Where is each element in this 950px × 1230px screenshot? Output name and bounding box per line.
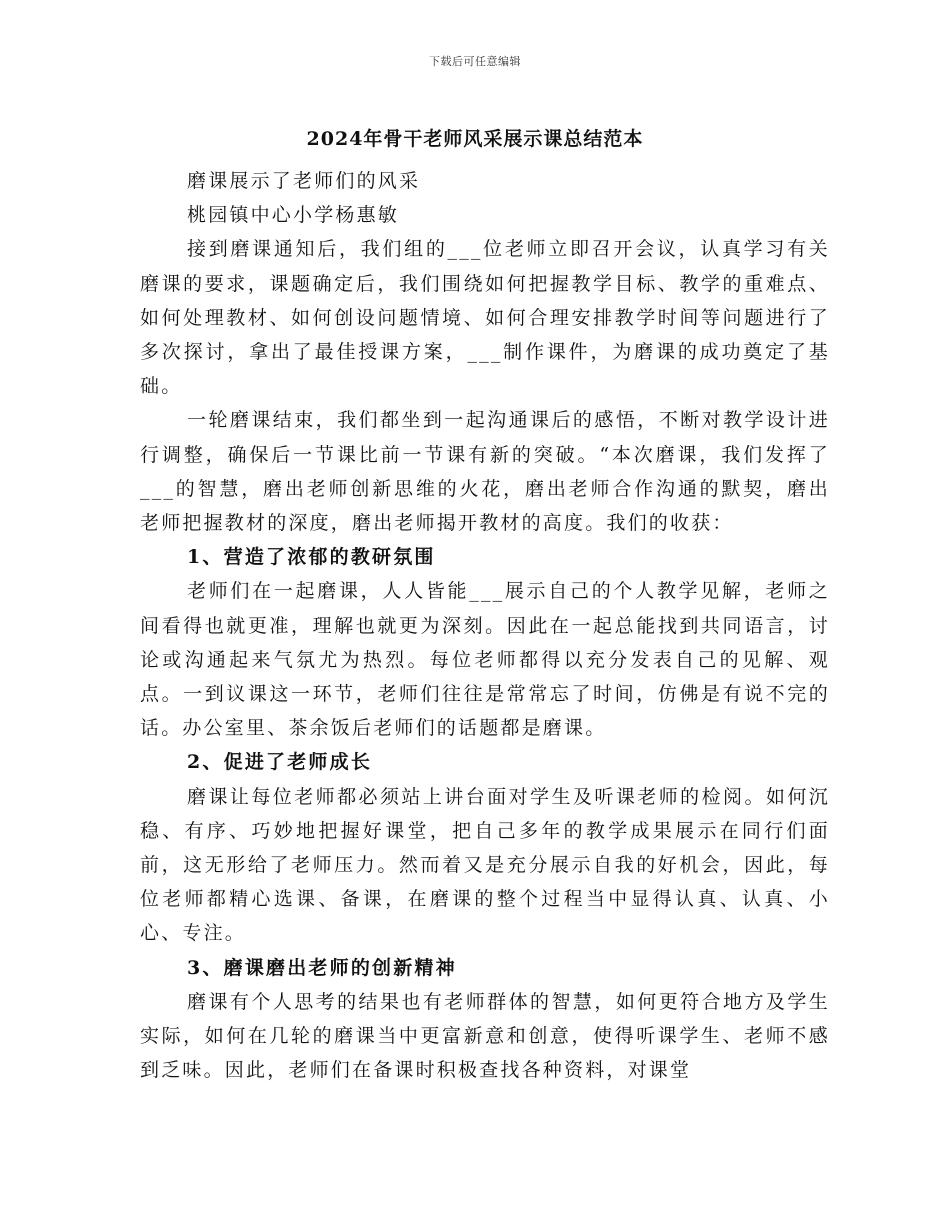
document-title: 2024年骨干老师风采展示课总结范本: [306, 128, 644, 150]
paragraph-1: 接到磨课通知后，我们组的___位老师立即召开会议，认真学习有关磨课的要求，课题确定后，我们围绕如何把握教学目标、教学的重难点、如何处理教材、如何创设问题情境、如何合理安排教学时间等问题进行了多次探讨，拿出了最佳授课方案，___制作课件，为磨课的成功奠定了基础。: [140, 238, 830, 398]
section-heading-1: 1、营造了浓郁的教研氛围: [187, 546, 436, 569]
author-line: 桃园镇中心小学杨惠敏: [187, 204, 400, 227]
document-body: [140, 164, 830, 1087]
section-heading-3: 3、磨课磨出老师的创新精神: [187, 956, 457, 979]
subtitle-line: 磨课展示了老师们的风采: [187, 170, 421, 192]
header-note: 下载后可任意编辑: [429, 55, 521, 68]
paragraph-3: 老师们在一起磨课，人人皆能___展示自己的个人教学见解，老师之间看得也就更准，理解也就更为深刻。因此在一起总能找到共同语言，讨论或沟通起来气氛尤为热烈。每位老师都得以充分发表自己的见解、观点。一到议课这一环节，老师们往往是常常忘了时间，仿佛是有说不完的话。办公室里、茶余饭后老师们的话题都是磨课。: [140, 580, 830, 740]
section-heading-2: 2、促进了老师成长: [187, 751, 373, 774]
paragraph-2: 一轮磨课结束，我们都坐到一起沟通课后的感悟，不断对教学设计进行调整，确保后一节课比前一节课有新的突破。“本次磨课，我们发挥了___的智慧，磨出老师创新思维的火花，磨出老师合作沟通的默契，磨出老师把握教材的深度，磨出老师揭开教材的高度。我们的收获：: [140, 409, 830, 535]
paragraph-4: 磨课让每位老师都必须站上讲台面对学生及听课老师的检阅。如何沉稳、有序、巧妙地把握好课堂，把自己多年的教学成果展示在同行们面前，这无形给了老师压力。然而着又是充分展示自我的好机会，因此，每位老师都精心选课、备课，在磨课的整个过程当中显得认真、认真、小心、专注。: [140, 785, 830, 945]
paragraph-5: 磨课有个人思考的结果也有老师群体的智慧，如何更符合地方及学生实际，如何在几轮的磨课当中更富新意和创意，使得听课学生、老师不感到乏味。因此，老师们在备课时积极查找各种资料，对课堂: [140, 990, 830, 1082]
